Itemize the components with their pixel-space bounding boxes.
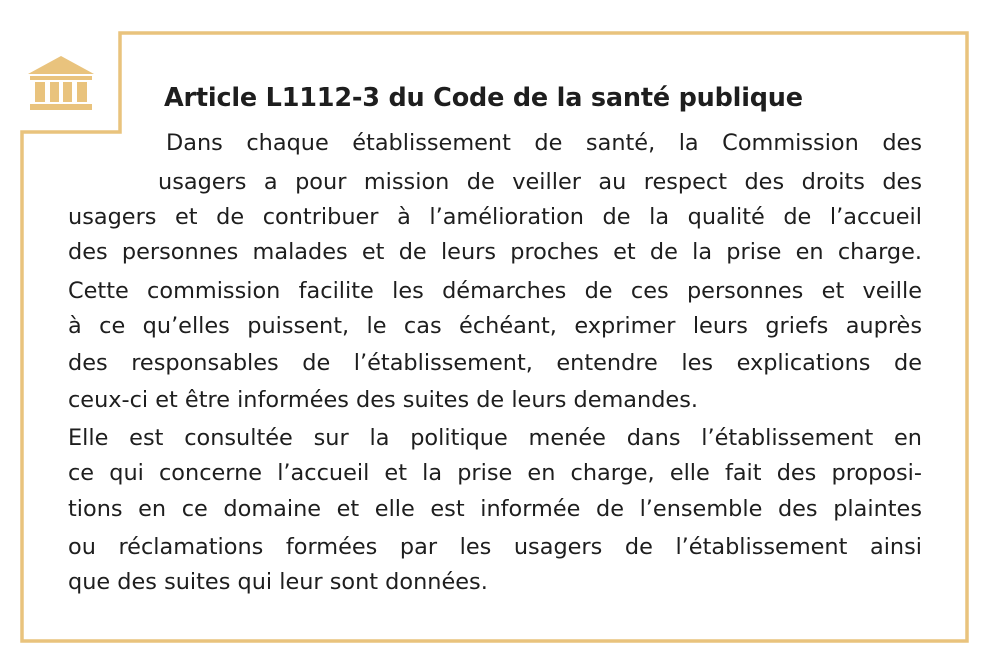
article-line: usagers et de contribuer à l’amélioration de la qualité de l’accueil — [68, 204, 922, 230]
article-line: usagers a pour mission de veiller au respect des droits des — [158, 169, 922, 195]
article-line: ceux-ci et être informées des suites de leurs demandes. — [68, 387, 698, 413]
article-line: des responsables de l’établissement, entendre les explications de — [68, 350, 922, 376]
article-line: ce qui concerne l’accueil et la prise en charge, elle fait des proposi- — [68, 460, 922, 486]
article-line: des personnes malades et de leurs proches et de la prise en charge. — [68, 239, 922, 265]
article-line: Dans chaque établissement de santé, la Commission des — [166, 130, 922, 156]
article-line: que des suites qui leur sont données. — [68, 569, 488, 595]
article-line: ou réclamations formées par les usagers de l’établissement ainsi — [68, 534, 922, 560]
article-line: Cette commission facilite les démarches de ces personnes et veille — [68, 278, 922, 304]
article-line: Elle est consultée sur la politique menée dans l’établissement en — [68, 425, 922, 451]
article-line: tions en ce domaine et elle est informée de l’ensemble des plaintes — [68, 496, 922, 522]
article-title: Article L1112-3 du Code de la santé publique — [164, 83, 803, 113]
article-line: à ce qu’elles puissent, le cas échéant, exprimer leurs griefs auprès — [68, 313, 922, 339]
courthouse-icon — [26, 53, 96, 113]
